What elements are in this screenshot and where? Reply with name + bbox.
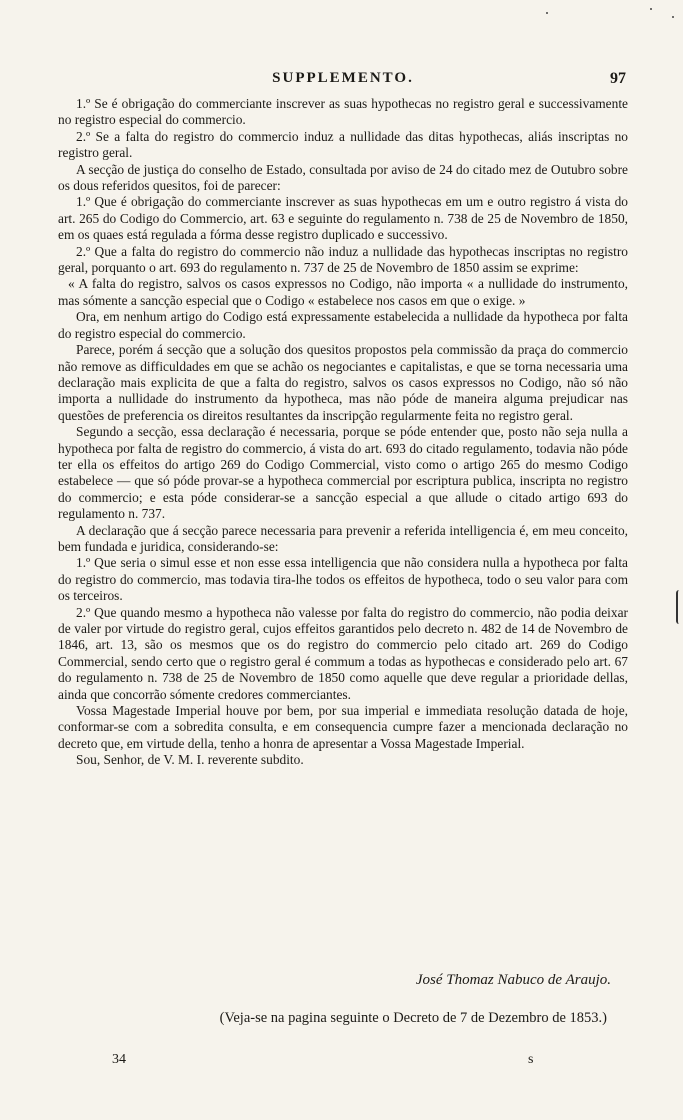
paragraph-quotation: « A falta do registro, salvos os casos expressos no Codigo, não importa « a nullidade do instrumento, mas sómente a sancção especial que o Codigo « estabelece nos casos em que o exige. » [58,276,628,308]
paragraph-ora: Ora, em nenhum artigo do Codigo está expressamente estabelecida a nullidade da hypotheca por falta do registro especial do commercio. [58,309,628,341]
paragraph-question-2: 2.º Se a falta do registro do commercio induz a nullidade das ditas hypothecas, aliás inscriptas no registro geral. [58,128,628,161]
page-title: SUPPLEMENTO. [272,70,414,86]
page-edge-mark [676,590,681,624]
footer-signature-mark: 34 [112,1052,126,1067]
paragraph-resolution: Vossa Magestade Imperial houve por bem, por sua imperial e immediata resolução datada de hoje, conformar-se com a sobredita consulta, e em consequencia cumpre fazer a mencionada declaração no decreto que, em virtude della, tenho a honra de apresentar a Vossa Magestade Imperial. [58,703,628,751]
paragraph-question-1: 1.º Se é obrigação do commerciante inscrever as suas hypothecas no registro geral e successivamente no registro especial do commercio. [58,96,628,128]
page-header [60,70,626,94]
paragraph-consultation: A secção de justiça do conselho de Estado, consultada por aviso de 24 do citado mez de Outubro sobre os dous referidos quesitos, foi de parecer: [58,161,628,194]
paragraph-declaracao: A declaração que á secção parece necessaria para prevenir a referida intelligencia é, em meu conceito, bem fundada e juridica, considerando-se: [58,522,628,554]
paragraph-opinion-1: 1.º Que é obrigação do commerciante inscrever as suas hypothecas em um e outro registro á vista do art. 265 do Codigo do Commercio, art. 63 e seguinte do regulamento n. 738 de 25 de Novembro de 1850, em os quaes está regulada a fórma desse registro duplicado e successivo. [58,194,628,243]
cross-reference-note: (Veja-se na pagina seguinte o Decreto de 7 de Dezembro de 1853.) [219,1010,607,1026]
footer-mark: s [528,1052,534,1067]
print-speck [546,12,548,14]
body-text [58,96,628,769]
page-number: 97 [610,70,626,87]
paragraph-opinion-2: 2.º Que a falta do registro do commercio não induz a nullidade das hypothecas inscriptas no registro geral, porquanto o art. 693 do regulamento n. 737 de 25 de Novembro de 1850 assim se exprime: [58,243,628,276]
paragraph-closing: Sou, Senhor, de V. M. I. reverente subdito. [76,752,304,768]
paragraph-segundo: Segundo a secção, essa declaração é necessaria, porque se póde entender que, posto não seja nulla a hypotheca por falta de registro do commercio, á vista do art. 693 do citado regulamento, todavia não póde ter ella os effeitos do artigo 269 do Codigo Commercial, visto como o artigo 265 do mesmo Codigo estabelece — que só póde provar-se a hypotheca commercial por escriptura publica, inscripta no registro do commercio; e esta póde considerar-se a sancção especial a que allude o citado artigo 693 do regulamento n. 737. [58,424,628,522]
paragraph-point-1: 1.º Que seria o simul esse et non esse essa intelligencia que não considera nulla a hypotheca por falta do registro do commercio, mas todavia tira-lhe todos os effeitos de hypotheca, todo o seu valor para com os terceiros. [58,555,628,604]
paragraph-parece: Parece, porém á secção que a solução dos quesitos propostos pela commissão da praça do commercio não remove as difficuldades em que se achão os negociantes e capitalistas, e que se torna necessaria uma declaração mais explicita de que a falta do registro, salvos os casos expressos no Codigo, não só não importa a nullidade do instrumento da hypotheca, mas não póde de maneira alguma prejudicar nas questões de preferencia os direitos resultantes da inscripção regularmente feita no registro geral. [58,342,628,423]
print-speck [650,8,652,10]
paragraph-point-2: 2.º Que quando mesmo a hypotheca não valesse por falta do registro do commercio, não podia deixar de valer por virtude do registro geral, cujos effeitos garantidos pelo decreto n. 482 de 14 de Novembro de 1846, art. 13, são os mesmos que os do registro do commercio pelo citado art. 269 do Codigo Commercial, sendo certo que o registro geral é commum a todas as hypothecas e considerado pelo art. 67 do regulamento n. 738 de 25 de Novembro de 1850 como aquelle que deve regular a prioridade dellas, ainda que concorrão sómente credores commerciantes. [58,604,628,702]
signature: José Thomaz Nabuco de Araujo. [415,972,611,988]
print-speck [672,16,674,18]
